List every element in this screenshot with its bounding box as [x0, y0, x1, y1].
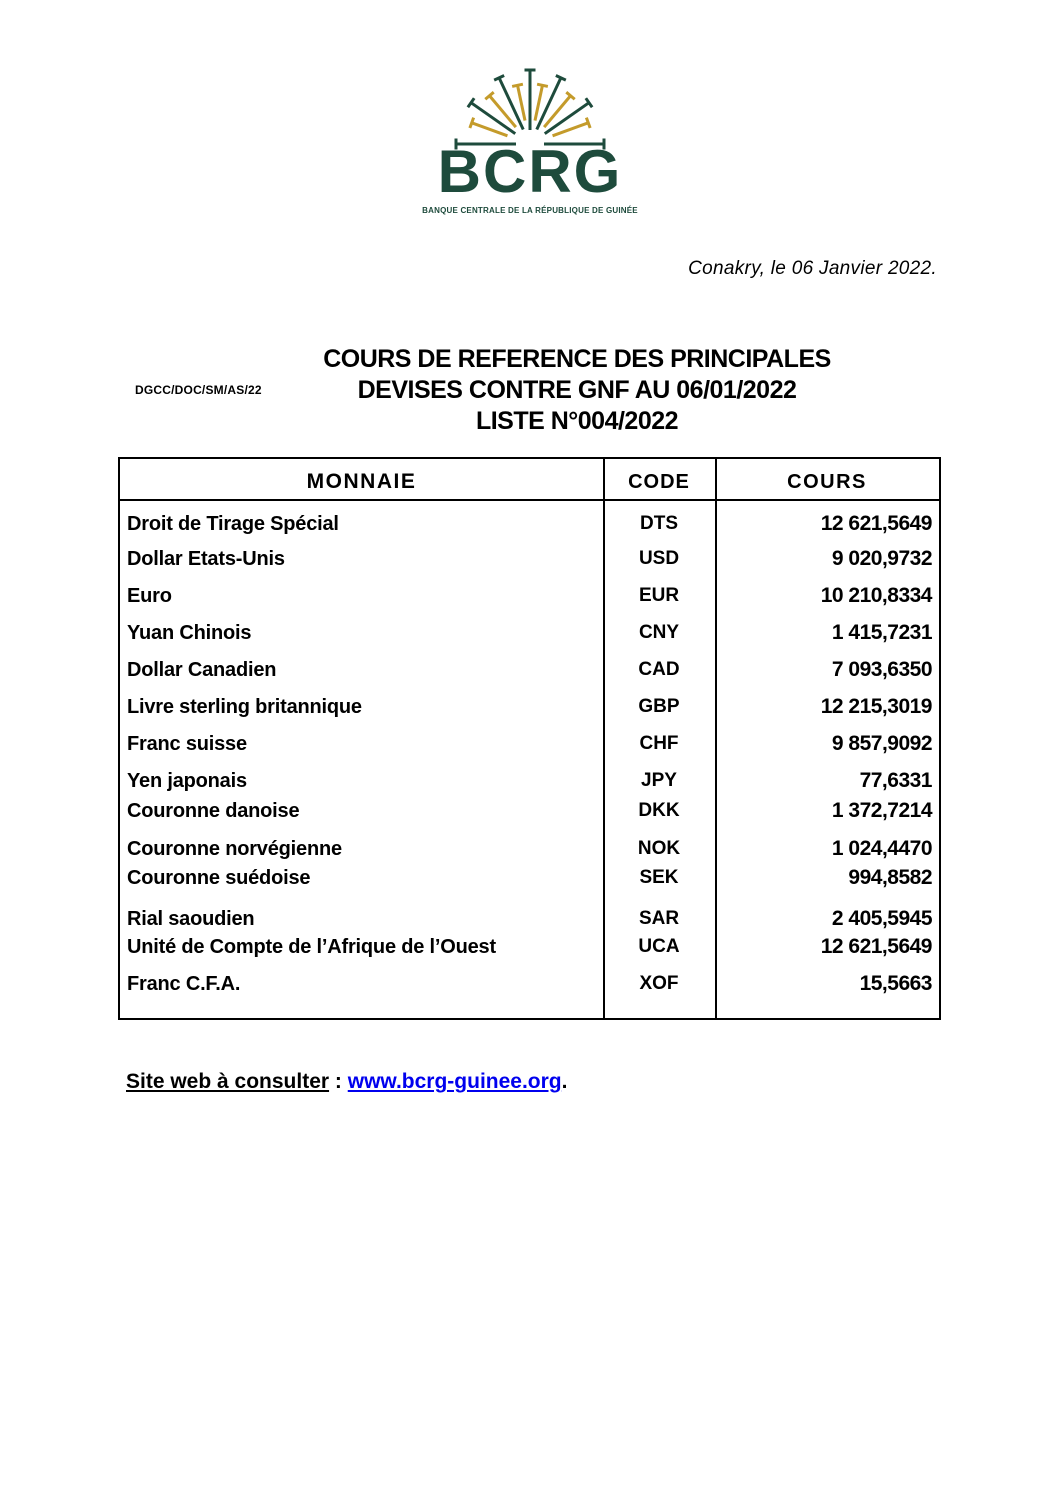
currency-name: Rial saoudien — [127, 907, 255, 930]
currency-code: JPY — [641, 770, 677, 791]
title-line-2: DEVISES CONTRE GNF AU 06/01/2022 — [357, 376, 797, 404]
table-column-divider — [603, 459, 605, 1018]
currency-code: GBP — [638, 696, 680, 717]
table-row — [120, 970, 939, 998]
table-row — [120, 510, 939, 538]
header-cours: COURS — [787, 471, 867, 493]
currency-code: SAR — [638, 908, 680, 929]
currency-name: Franc suisse — [127, 732, 247, 755]
currency-code: SEK — [639, 867, 679, 888]
table-row — [120, 582, 939, 610]
currency-name: Dollar Canadien — [127, 658, 277, 681]
footer-period: . — [561, 1070, 568, 1093]
currency-code: CHF — [639, 733, 679, 754]
table-row — [120, 730, 939, 758]
table-row — [120, 797, 939, 825]
currency-name: Couronne norvégienne — [127, 837, 342, 860]
header-code: CODE — [628, 471, 690, 493]
website-link[interactable]: www.bcrg-guinee.org — [347, 1070, 562, 1093]
date-line: Conakry, le 06 Janvier 2022. — [688, 258, 937, 279]
currency-rate: 1 415,7231 — [831, 621, 932, 644]
logo-tagline: BANQUE CENTRALE DE LA RÉPUBLIQUE DE GUINÉE — [422, 206, 638, 215]
currency-rate: 77,6331 — [859, 769, 932, 792]
rates-table — [118, 457, 941, 1020]
currency-code: CNY — [638, 622, 680, 643]
currency-name: Livre sterling britannique — [127, 695, 362, 718]
footer-colon: : — [329, 1070, 348, 1093]
table-row — [120, 545, 939, 573]
currency-rate: 2 405,5945 — [831, 907, 932, 930]
footer-note — [126, 1070, 567, 1094]
table-row — [120, 619, 939, 647]
reference-number: DGCC/DOC/SM/AS/22 — [135, 383, 262, 397]
rates-table-body — [120, 510, 939, 998]
currency-code: UCA — [638, 936, 680, 957]
currency-name: Droit de Tirage Spécial — [127, 512, 339, 535]
currency-rate: 9 857,9092 — [831, 732, 932, 755]
table-row — [120, 656, 939, 684]
logo-acronym: BCRG — [437, 138, 623, 205]
table-row — [120, 767, 939, 795]
currency-rate: 1 372,7214 — [831, 799, 932, 822]
currency-rate: 1 024,4470 — [831, 837, 932, 860]
title-line-1: COURS DE REFERENCE DES PRINCIPALES — [323, 345, 831, 373]
currency-rate: 10 210,8334 — [820, 584, 932, 607]
currency-rate: 15,5663 — [859, 972, 932, 995]
currency-name: Unité de Compte de l’Afrique de l’Ouest — [127, 935, 496, 958]
site-label: Site web à consulter — [126, 1070, 330, 1093]
table-header-row — [120, 459, 939, 501]
title-line-3: LISTE N°004/2022 — [475, 407, 679, 435]
currency-code: NOK — [637, 838, 681, 859]
table-row — [120, 933, 939, 961]
currency-rate: 12 215,3019 — [820, 695, 932, 718]
currency-name: Yen japonais — [127, 769, 247, 792]
currency-name: Couronne suédoise — [127, 866, 311, 889]
currency-rate: 994,8582 — [848, 866, 932, 889]
currency-code: XOF — [639, 973, 679, 994]
currency-rate: 7 093,6350 — [831, 658, 932, 681]
table-column-divider — [715, 459, 717, 1018]
currency-code: USD — [638, 548, 680, 569]
currency-name: Franc C.F.A. — [127, 972, 241, 995]
currency-name: Euro — [127, 584, 172, 607]
currency-rate: 9 020,9732 — [831, 547, 932, 570]
currency-rate: 12 621,5649 — [820, 935, 932, 958]
currency-code: CAD — [638, 659, 680, 680]
currency-rate: 12 621,5649 — [820, 512, 932, 535]
table-row — [120, 864, 939, 892]
currency-code: DKK — [638, 800, 680, 821]
table-row — [120, 835, 939, 863]
document-title — [250, 344, 904, 437]
currency-name: Dollar Etats-Unis — [127, 547, 285, 570]
currency-code: EUR — [638, 585, 680, 606]
currency-name: Couronne danoise — [127, 799, 300, 822]
table-row — [120, 905, 939, 933]
header-monnaie: MONNAIE — [306, 470, 417, 493]
currency-name: Yuan Chinois — [127, 621, 252, 644]
currency-code: DTS — [640, 513, 678, 534]
table-row — [120, 693, 939, 721]
